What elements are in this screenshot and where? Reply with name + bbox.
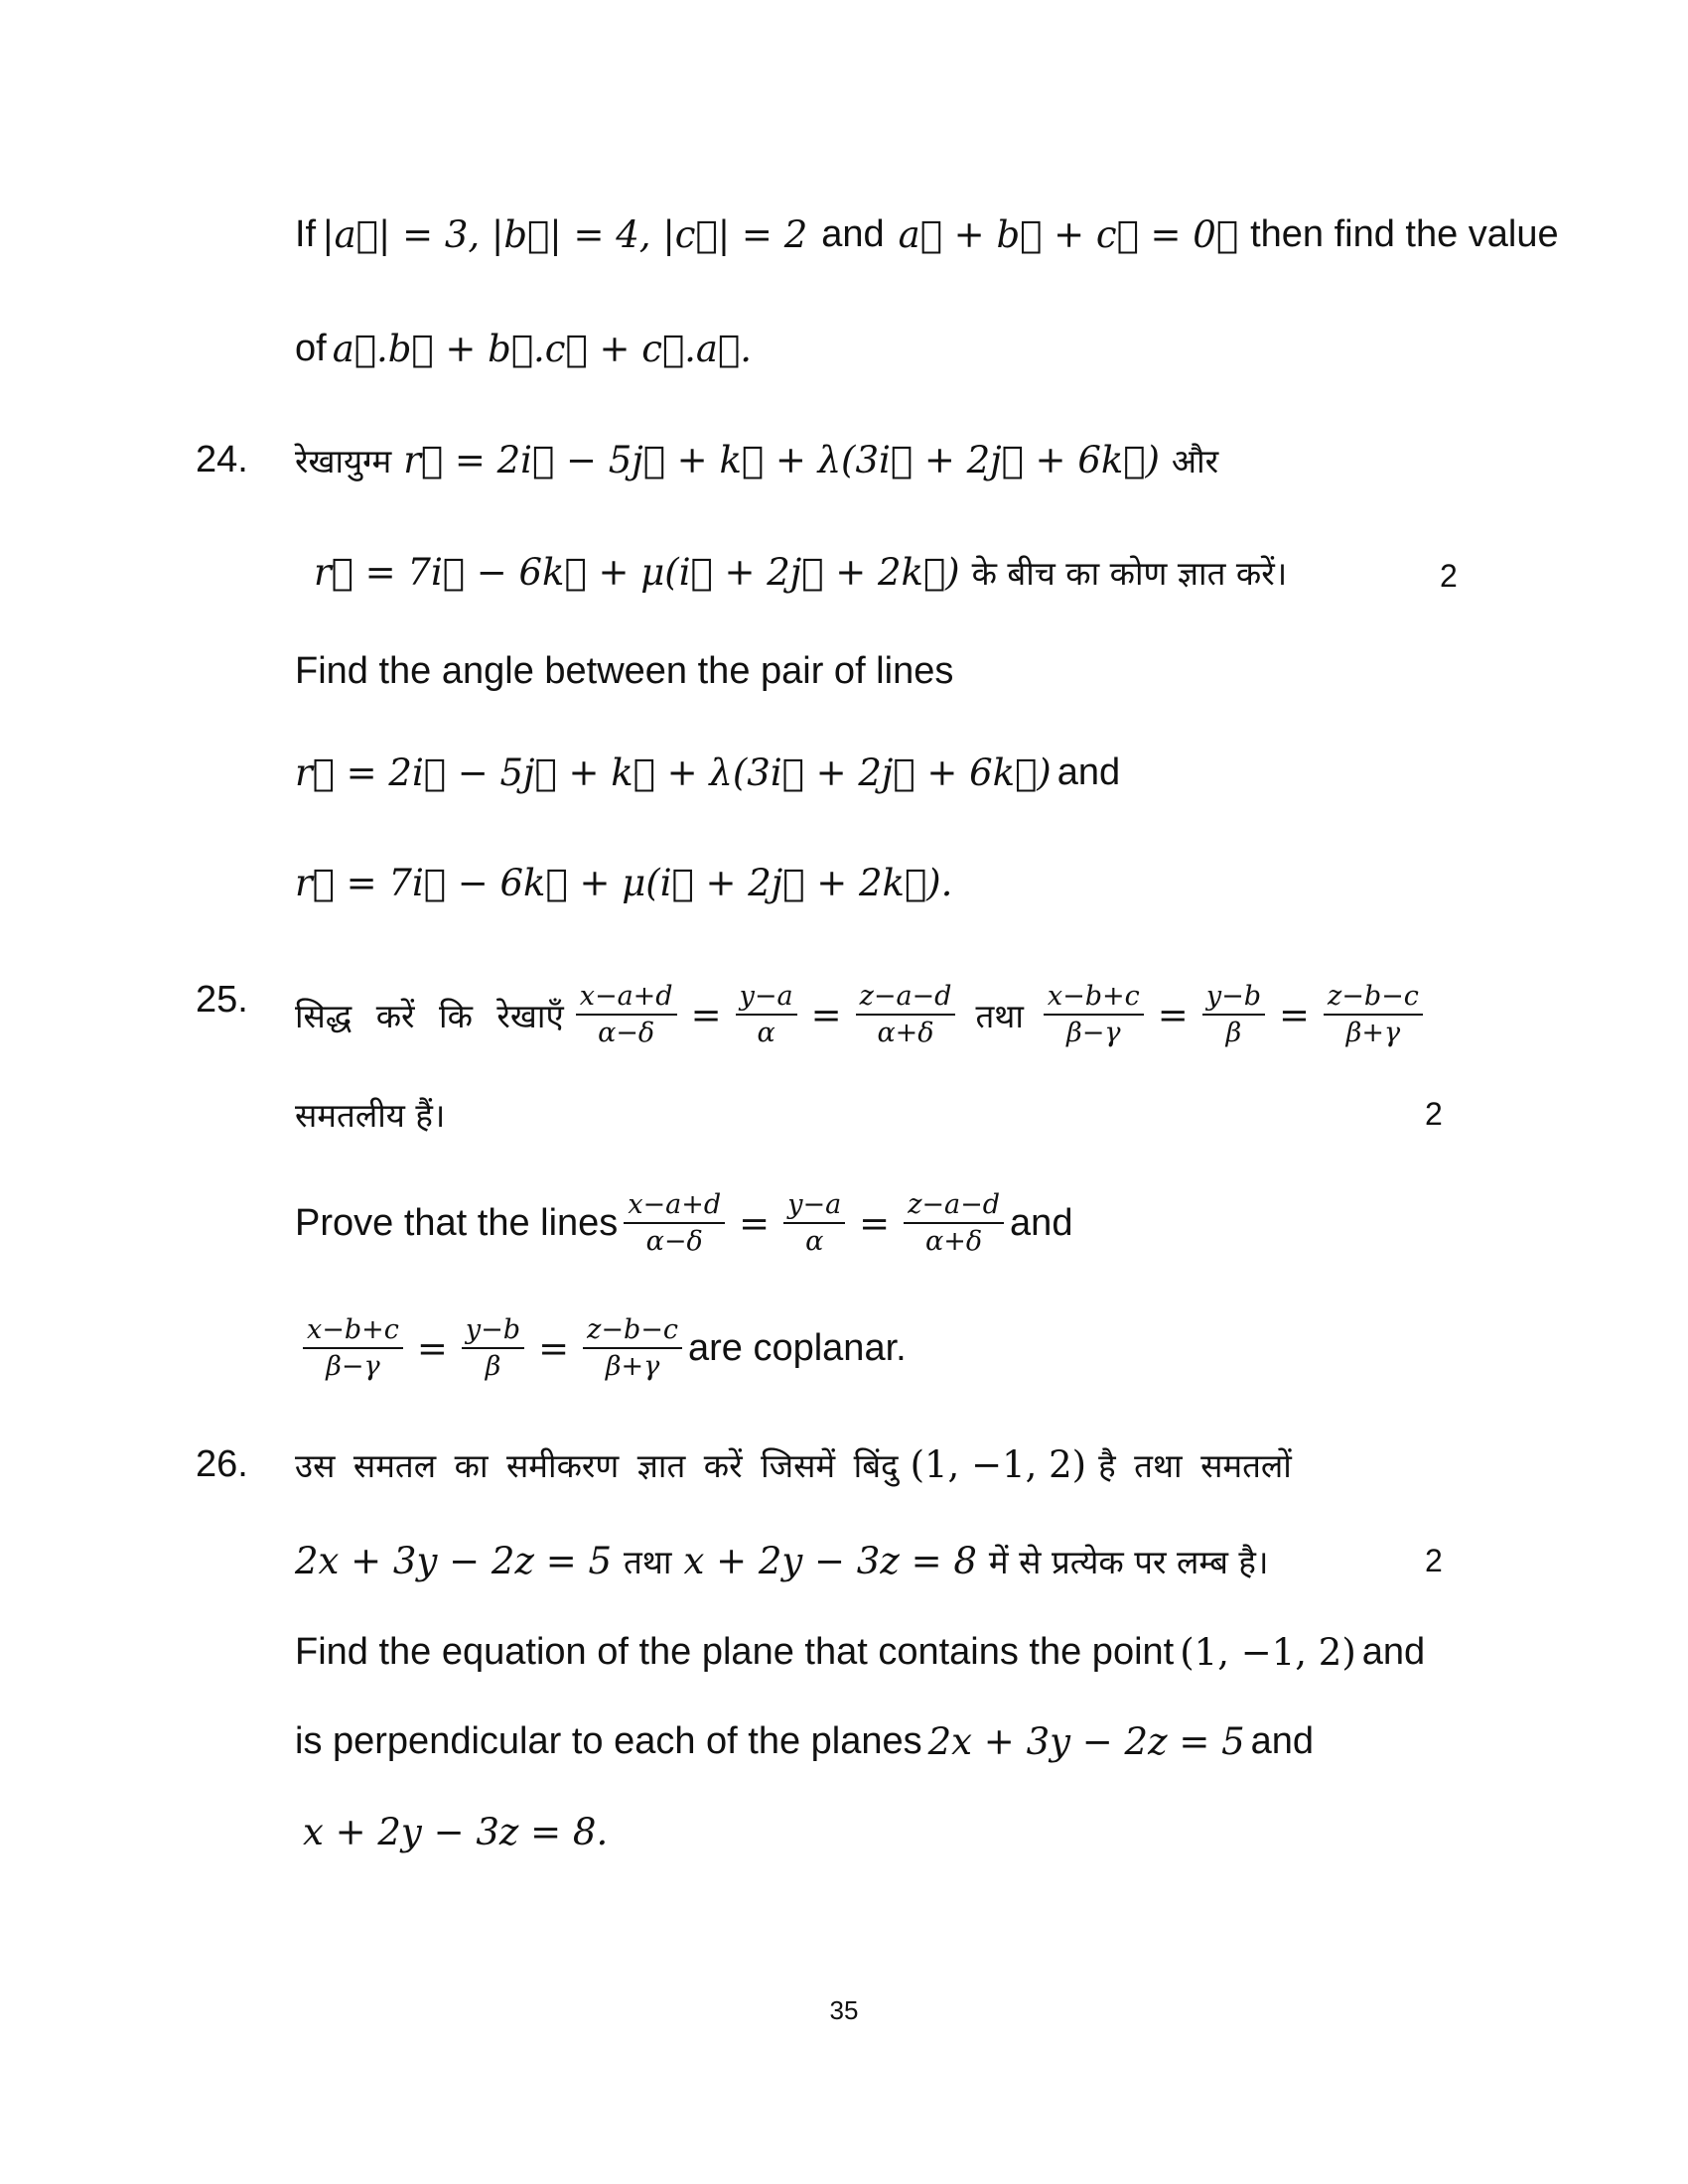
fraction: $\frac{y-b}{\beta}$ — [1202, 981, 1265, 1048]
fraction: $\frac{z-a-d}{\alpha+\delta}$ — [856, 981, 956, 1048]
math: r⃗ = 2i⃗ − 5j⃗ + k⃗ + λ(3i⃗ + 2j⃗ + 6k⃗) — [403, 438, 1160, 481]
math: (1, −1, 2) — [910, 1442, 1087, 1486]
question-number: 25. — [196, 978, 248, 1021]
text: and — [1361, 1630, 1426, 1673]
marks: 2 — [1440, 557, 1458, 594]
q25-en-line1 — [295, 1178, 1072, 1268]
q26-en-line2 — [295, 1711, 1314, 1771]
hindi-text: तथा — [624, 1542, 672, 1581]
equals: = — [538, 1326, 570, 1370]
fraction: $\frac{z-b-c}{\beta+\gamma}$ — [1324, 981, 1423, 1048]
equals: = — [1278, 993, 1310, 1036]
text: are coplanar. — [687, 1326, 907, 1369]
text: If — [295, 212, 317, 255]
math: r⃗ = 7i⃗ − 6k⃗ + μ(i⃗ + 2j⃗ + 2k⃗). — [295, 861, 953, 904]
text: then find the value — [1250, 212, 1559, 255]
equals: = — [739, 1201, 771, 1245]
hindi-text: और — [1171, 441, 1219, 480]
q26-hi-line2 — [295, 1531, 1274, 1590]
text: Find the equation of the plane that contains the point — [295, 1630, 1175, 1673]
hindi-text: है तथा समतलों — [1098, 1445, 1292, 1485]
q25-en-line2 — [303, 1303, 907, 1393]
text: of — [295, 327, 327, 369]
fraction: $\frac{x-a+d}{\alpha-\delta}$ — [576, 981, 677, 1048]
text: Prove that the lines — [295, 1201, 619, 1244]
fraction: $\frac{y-a}{\alpha}$ — [783, 1189, 845, 1257]
q24-hi-line2 — [308, 542, 1293, 602]
q25-hi-line1 — [295, 970, 1429, 1059]
equals: = — [1157, 993, 1189, 1036]
hindi-text: तथा — [975, 996, 1024, 1035]
fraction: $\frac{x-b+c}{\beta-\gamma}$ — [303, 1314, 403, 1382]
text: and — [1056, 751, 1121, 793]
text: is perpendicular to each of the planes — [295, 1719, 922, 1762]
q24-hi-line1 — [295, 430, 1224, 489]
equals: = — [859, 1201, 891, 1245]
math: 2x + 3y − 2z = 5 — [295, 1539, 612, 1582]
q23-line1 — [295, 205, 1559, 264]
math: (1, −1, 2) — [1180, 1630, 1356, 1674]
q24-en-line2 — [295, 743, 1120, 802]
math: r⃗ = 7i⃗ − 6k⃗ + μ(i⃗ + 2j⃗ + 2k⃗) — [314, 550, 960, 594]
q26-en-line1 — [295, 1622, 1425, 1682]
equals: = — [690, 993, 722, 1036]
math: r⃗ = 2i⃗ − 5j⃗ + k⃗ + λ(3i⃗ + 2j⃗ + 6k⃗) — [295, 751, 1052, 794]
fraction: $\frac{x-b+c}{\beta-\gamma}$ — [1044, 981, 1144, 1048]
hindi-text: के बीच का कोण ज्ञात करें। — [971, 553, 1288, 593]
text: and — [821, 212, 885, 255]
fraction: $\frac{y-b}{\beta}$ — [462, 1314, 524, 1382]
math: a⃗.b⃗ + b⃗.c⃗ + c⃗.a⃗. — [332, 327, 752, 370]
marks: 2 — [1425, 1095, 1443, 1132]
page-number: 35 — [829, 1995, 859, 2025]
hindi-text: सिद्ध करें कि रेखाएँ — [295, 996, 564, 1035]
math: a⃗ + b⃗ + c⃗ = 0⃗ — [898, 212, 1239, 256]
text: and — [1010, 1201, 1073, 1244]
math: x + 2y − 3z = 8 — [683, 1539, 977, 1582]
math: 2x + 3y − 2z = 5 — [927, 1719, 1245, 1763]
question-number: 26. — [196, 1442, 248, 1485]
question-number: 24. — [196, 438, 248, 480]
fraction: $\frac{x-a+d}{\alpha-\delta}$ — [624, 1189, 725, 1257]
q23-line2 — [295, 319, 758, 378]
fraction: $\frac{z-b-c}{\beta+\gamma}$ — [583, 1314, 682, 1382]
hindi-text: रेखायुग्म — [295, 441, 392, 480]
q24-en-line3 — [295, 853, 958, 912]
marks: 2 — [1425, 1542, 1443, 1578]
hindi-text: समतलीय हैं। — [295, 1095, 446, 1135]
q26-en-line3 — [303, 1802, 614, 1861]
q26-hi-line1 — [295, 1434, 1298, 1494]
equals: = — [416, 1326, 448, 1370]
fraction: $\frac{z-a-d}{\alpha+\delta}$ — [904, 1189, 1004, 1257]
q24-en-line1: Find the angle between the pair of lines — [295, 649, 954, 692]
math: |a⃗| = 3, |b⃗| = 4, |c⃗| = 2 — [322, 212, 808, 256]
equals: = — [810, 993, 842, 1036]
text: and — [1250, 1719, 1315, 1762]
q25-hi-line2 — [295, 1084, 451, 1144]
hindi-text: उस समतल का समीकरण ज्ञात करें जिसमें बिंदु — [295, 1445, 899, 1485]
hindi-text: में से प्रत्येक पर लम्ब है। — [988, 1542, 1269, 1581]
math: x + 2y − 3z = 8. — [303, 1810, 609, 1853]
fraction: $\frac{y-a}{\alpha}$ — [736, 981, 797, 1048]
